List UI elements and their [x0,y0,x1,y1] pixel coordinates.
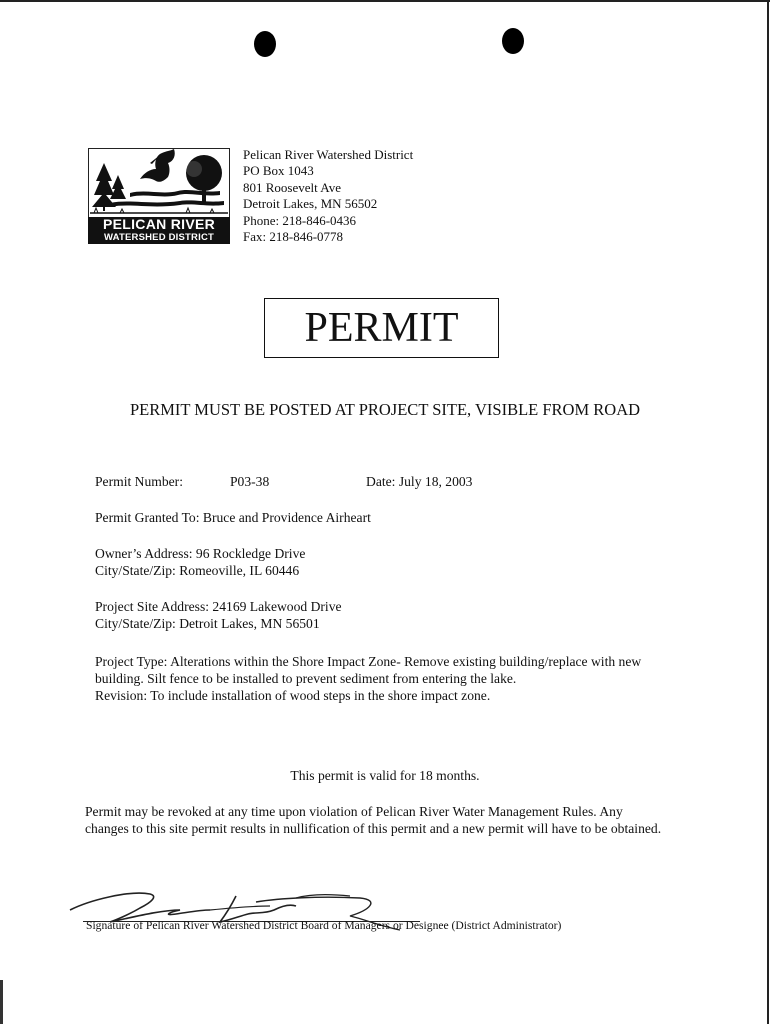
scan-edge-left [0,980,3,1024]
posting-notice: PERMIT MUST BE POSTED AT PROJECT SITE, VISIBLE FROM ROAD [129,400,641,419]
project-type-line2: building. Silt fence to be installed to prevent sediment from entering the lake. [95,671,517,686]
project-site-block [95,598,342,632]
signature-caption: Signature of Pelican River Watershed District Board of Managers or Designee (District Administrator) [86,919,562,932]
page-title: PERMIT [304,305,459,351]
permit-number-label: Permit Number: [95,474,183,489]
permit-granted-to: Permit Granted To: Bruce and Providence Airheart [95,510,371,525]
pelican-landscape-icon [90,145,228,217]
revocation-line2: changes to this site permit results in nullification of this permit and a new permit will have to be obtained. [85,821,662,836]
district-fax: Fax: 218-846-0778 [243,229,344,245]
logo-name-line1: PELICAN RIVER [102,216,216,232]
owner-address-block [95,545,305,579]
project-site-city-state-zip: City/State/Zip: Detroit Lakes, MN 56501 [95,616,320,631]
project-type-line1: Project Type: Alterations within the Shore Impact Zone- Remove existing building/replace with new [95,654,642,669]
district-name: Pelican River Watershed District [243,147,414,162]
permit-title-box [264,298,499,358]
logo-name-line2: WATERSHED DISTRICT [103,232,215,243]
scan-edge-top [0,0,770,2]
district-logo [88,145,230,244]
permit-number-value: P03-38 [230,474,270,489]
owner-city-state-zip: City/State/Zip: Romeoville, IL 60446 [95,563,300,578]
revocation-line1: Permit may be revoked at any time upon violation of Pelican River Water Management Rules. Any [85,804,623,819]
project-type-block [95,653,641,704]
district-phone: Phone: 218-846-0436 [243,212,357,228]
project-site-address: Project Site Address: 24169 Lakewood Drive [95,599,342,614]
permit-date: Date: July 18, 2003 [366,474,473,489]
district-address-block [243,147,413,245]
revision-line: Revision: To include installation of wood steps in the shore impact zone. [95,688,491,703]
district-po-box: PO Box 1043 [243,163,314,179]
owner-address: Owner’s Address: 96 Rockledge Drive [95,546,306,561]
validity-statement: This permit is valid for 18 months. [290,768,480,783]
revocation-statement [85,803,661,837]
district-street: 801 Roosevelt Ave [243,179,341,195]
logo-name-band [88,217,230,244]
scan-edge-right [767,0,769,1024]
punch-hole-right [502,28,524,54]
punch-hole-left [254,31,276,57]
district-city: Detroit Lakes, MN 56502 [243,196,378,212]
